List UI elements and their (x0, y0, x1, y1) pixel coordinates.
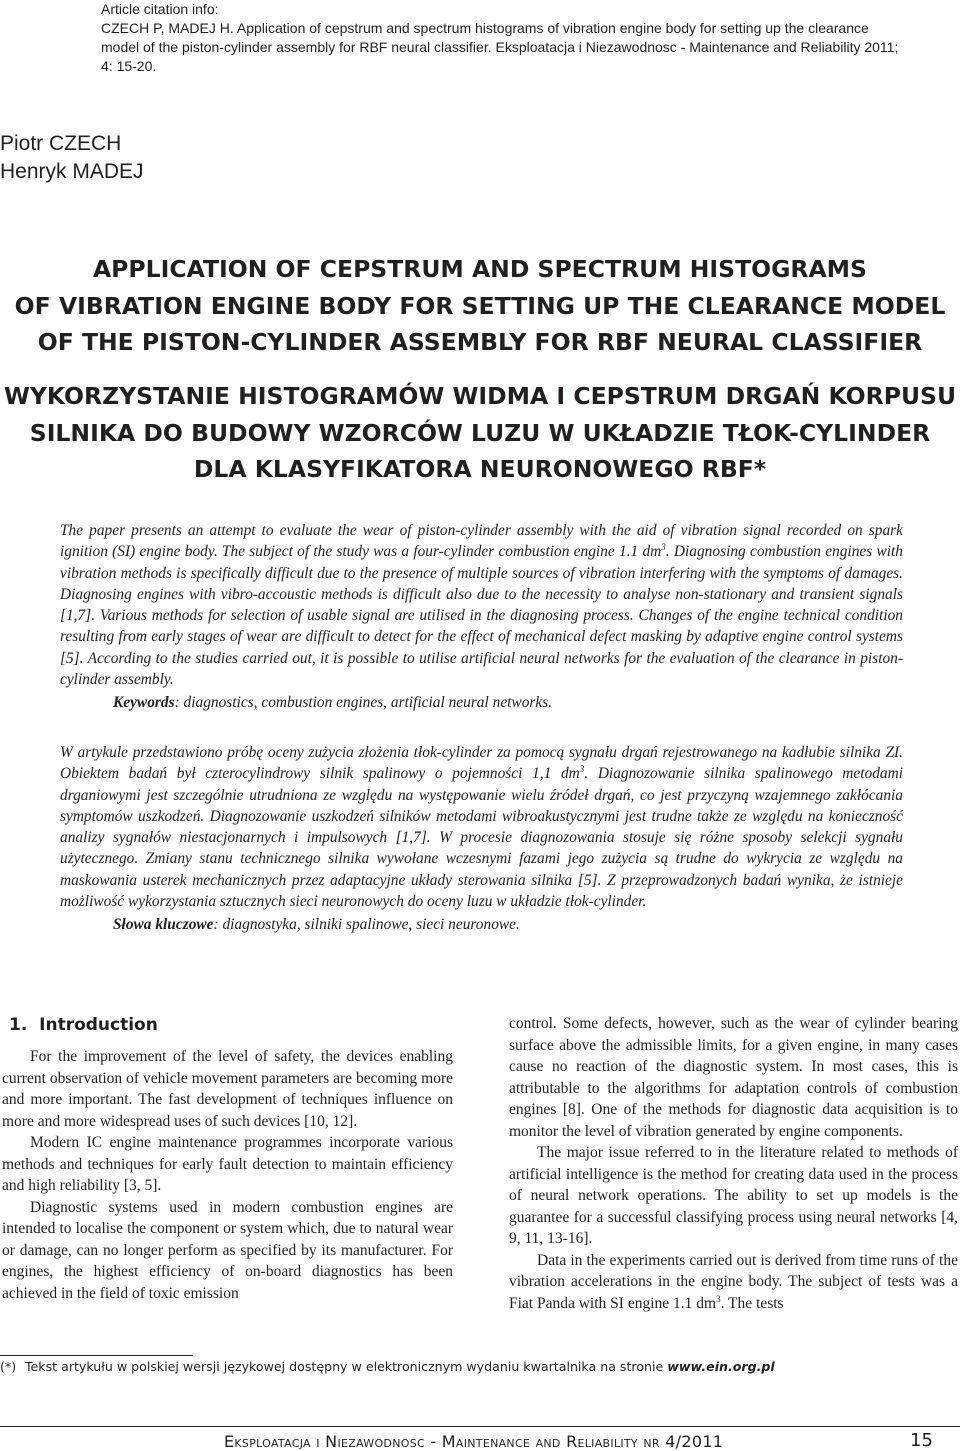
footnote-mark: (*) (0, 1359, 17, 1374)
keywords-list: : diagnostics, combustion engines, artificial neural networks. (174, 694, 553, 712)
title-line: APPLICATION OF CEPSTRUM AND SPECTRUM HISTOGRAMS (93, 255, 867, 283)
section-number: 1. (9, 1015, 28, 1035)
abstract-text (60, 742, 903, 912)
title-english (0, 251, 960, 361)
superscript: 3 (716, 1293, 721, 1304)
section-heading (9, 1014, 158, 1036)
citation-text: CZECH P, MADEJ H. Application of cepstrum and spectrum histograms of vibration engine body for setting up the clearance model of the piston-cylinder assembly for RBF neural classifier. Eksploatacja i Niezawodnosc - Maintenance and Reliability 2011; 4: 15-20. (101, 20, 899, 74)
title-line: OF VIBRATION ENGINE BODY FOR SETTING UP THE CLEARANCE MODEL (14, 291, 946, 320)
paragraph: Modern IC engine maintenance programmes incorporate various methods and techniques for early fault detection to maintain efficiency and high reliability [3, 5]. (2, 1134, 453, 1194)
section-title: Introduction (39, 1015, 158, 1035)
footnote-divider (0, 1355, 193, 1356)
keywords (60, 914, 903, 935)
paragraph-part: . The tests (720, 1294, 784, 1312)
keywords-label: Keywords (113, 694, 175, 712)
paragraph-part: Data in the experiments carried out is derived from time runs of the vibration accelerations in the engine body. The subject of tests was a Fiat Panda with SI engine 1.1 dm (509, 1251, 958, 1312)
author-name: Piotr CZECH (0, 132, 122, 155)
title-line: WYKORZYSTANIE HISTOGRAMÓW WIDMA I CEPSTRUM DRGAŃ KORPUSU (3, 382, 957, 410)
superscript: 3 (661, 542, 666, 553)
abstract-text-part: W artykule przedstawiono próbę oceny zużycia złożenia tłok-cylinder za pomocą sygnału drgań rejestrowanego na kadłubie silnika ZI. Obiektem badań był czterocylindrowy silnik spalinowy o pojemności 1,1 dm (60, 744, 903, 783)
footer-divider (0, 1426, 960, 1427)
title-line: OF THE PISTON-CYLINDER ASSEMBLY FOR RBF NEURAL CLASSIFIER (37, 328, 923, 356)
author-list (0, 130, 144, 186)
footnote (0, 1358, 960, 1376)
title-line: SILNIKA DO BUDOWY WZORCÓW LUZU W UKŁADZIE TŁOK-CYLINDER (29, 418, 931, 447)
paragraph: Diagnostic systems used in modern combustion engines are intended to localise the component or system which, due to natural wear or damage, can no longer perform as specified by its manufacturer. For engines, the highest efficiency of on-board diagnostics has been achieved in the field of toxic emission (2, 1198, 453, 1302)
citation-info (101, 0, 901, 76)
abstract-text-part: The paper presents an attempt to evaluate the wear of piston-cylinder assembly with the aid of vibration signal recorded on spark ignition (SI) engine body. The subject of the study was a four-cylinder combustion engine 1.1 dm (60, 522, 903, 561)
footnote-text: Tekst artykułu w polskiej wersji językowej dostępny w elektronicznym wydaniu kwartalnika na stronie (25, 1359, 668, 1374)
title-polish (0, 378, 960, 488)
body-column-right (509, 1013, 958, 1314)
citation-heading: Article citation info: (101, 1, 219, 17)
abstract-text-part: . Diagnosing combustion engines with vibration methods is specifically difficult due to the presence of multiple sources of vibration interfering with the symptoms of damages. Diagnosing engines with vibro-accoustic methods is difficult also due to the necessity to analyse non-stationary and transient signals [1,7]. Various methods for selection of usable signal are utilised in the diagnosing process. Changes of the engine technical condition resulting from early stages of wear are difficult to detect for the effect of mechanical defect masking by adaptive engine control systems [5]. According to the studies carried out, it is possible to utilise artificial neural networks for the evaluation of the clearance in piston-cylinder assembly. (60, 543, 903, 689)
abstract-english (60, 520, 903, 714)
footer-journal-name: Eksploatacja i Niezawodnosc - Maintenance and Reliability nr 4/2011 (224, 1432, 724, 1451)
footnote-link[interactable]: www.ein.org.pl (667, 1359, 775, 1374)
title-line: DLA KLASYFIKATORA NEURONOWEGO RBF* (193, 455, 767, 483)
author-name: Henryk MADEJ (0, 160, 144, 183)
superscript: 3 (579, 764, 585, 775)
page-number: 15 (910, 1430, 933, 1451)
keywords (60, 692, 903, 713)
abstract-text (60, 520, 903, 690)
paragraph (509, 1250, 958, 1315)
paragraph: For the improvement of the level of safety, the devices enabling current observation of vehicle movement parameters are becoming more and more important. The fast development of techniques influence on more and more widespread uses of such devices [10, 12]. (2, 1048, 453, 1130)
abstract-text-part: . Diagnozowanie silnika spalinowego metodami drganiowymi jest szczególnie utrudniona ze względu na występowanie wielu źródeł drgań, co jest przyczyną wzajemnego zakłócania symptomów uszkodzeń. Diagnozowanie uszkodzeń silników metodami wibroakustycznymi jest trudne także ze względu na konieczność analizy sygnałów niestacjonarnych i impulsowych [1,7]. W procesie diagnozowania stosuje się różne sposoby selekcji sygnału użytecznego. Zmiany stanu technicznego silnika wywołane wczesnymi fazami jego zużycia są trudne do wykrycia ze względu na maskowania usterek mechanicznych przez adaptacyjne układy sterowania silnika [5]. Z przeprowadzonych badań wynika, że istnieje możliwość wykorzystania sztucznych sieci neuronowych do oceny luzu w układzie tłok-cylinder. (60, 765, 904, 911)
abstract-polish (60, 742, 903, 936)
paragraph: The major issue referred to in the literature related to methods of artificial intelligence is the method for creating data used in the process of neural network operations. The ability to set up models is the guarantee for a successful classifying process using neural networks [4, 9, 11, 13-16]. (509, 1144, 958, 1247)
keywords-label: Słowa kluczowe (113, 916, 214, 934)
keywords-list: : diagnostyka, silniki spalinowe, sieci neuronowe. (213, 916, 520, 934)
body-column-left (2, 1046, 453, 1304)
paragraph: control. Some defects, however, such as the wear of cylinder bearing surface above the admissible limits, for a given engine, in many cases cause no reaction of the diagnostic system. In most cases, this is attributable to the algorithms for adaptation controls of combustion engines [8]. One of the methods for diagnostic data acquisition is to monitor the level of vibration generated by engine components. (509, 1015, 958, 1140)
